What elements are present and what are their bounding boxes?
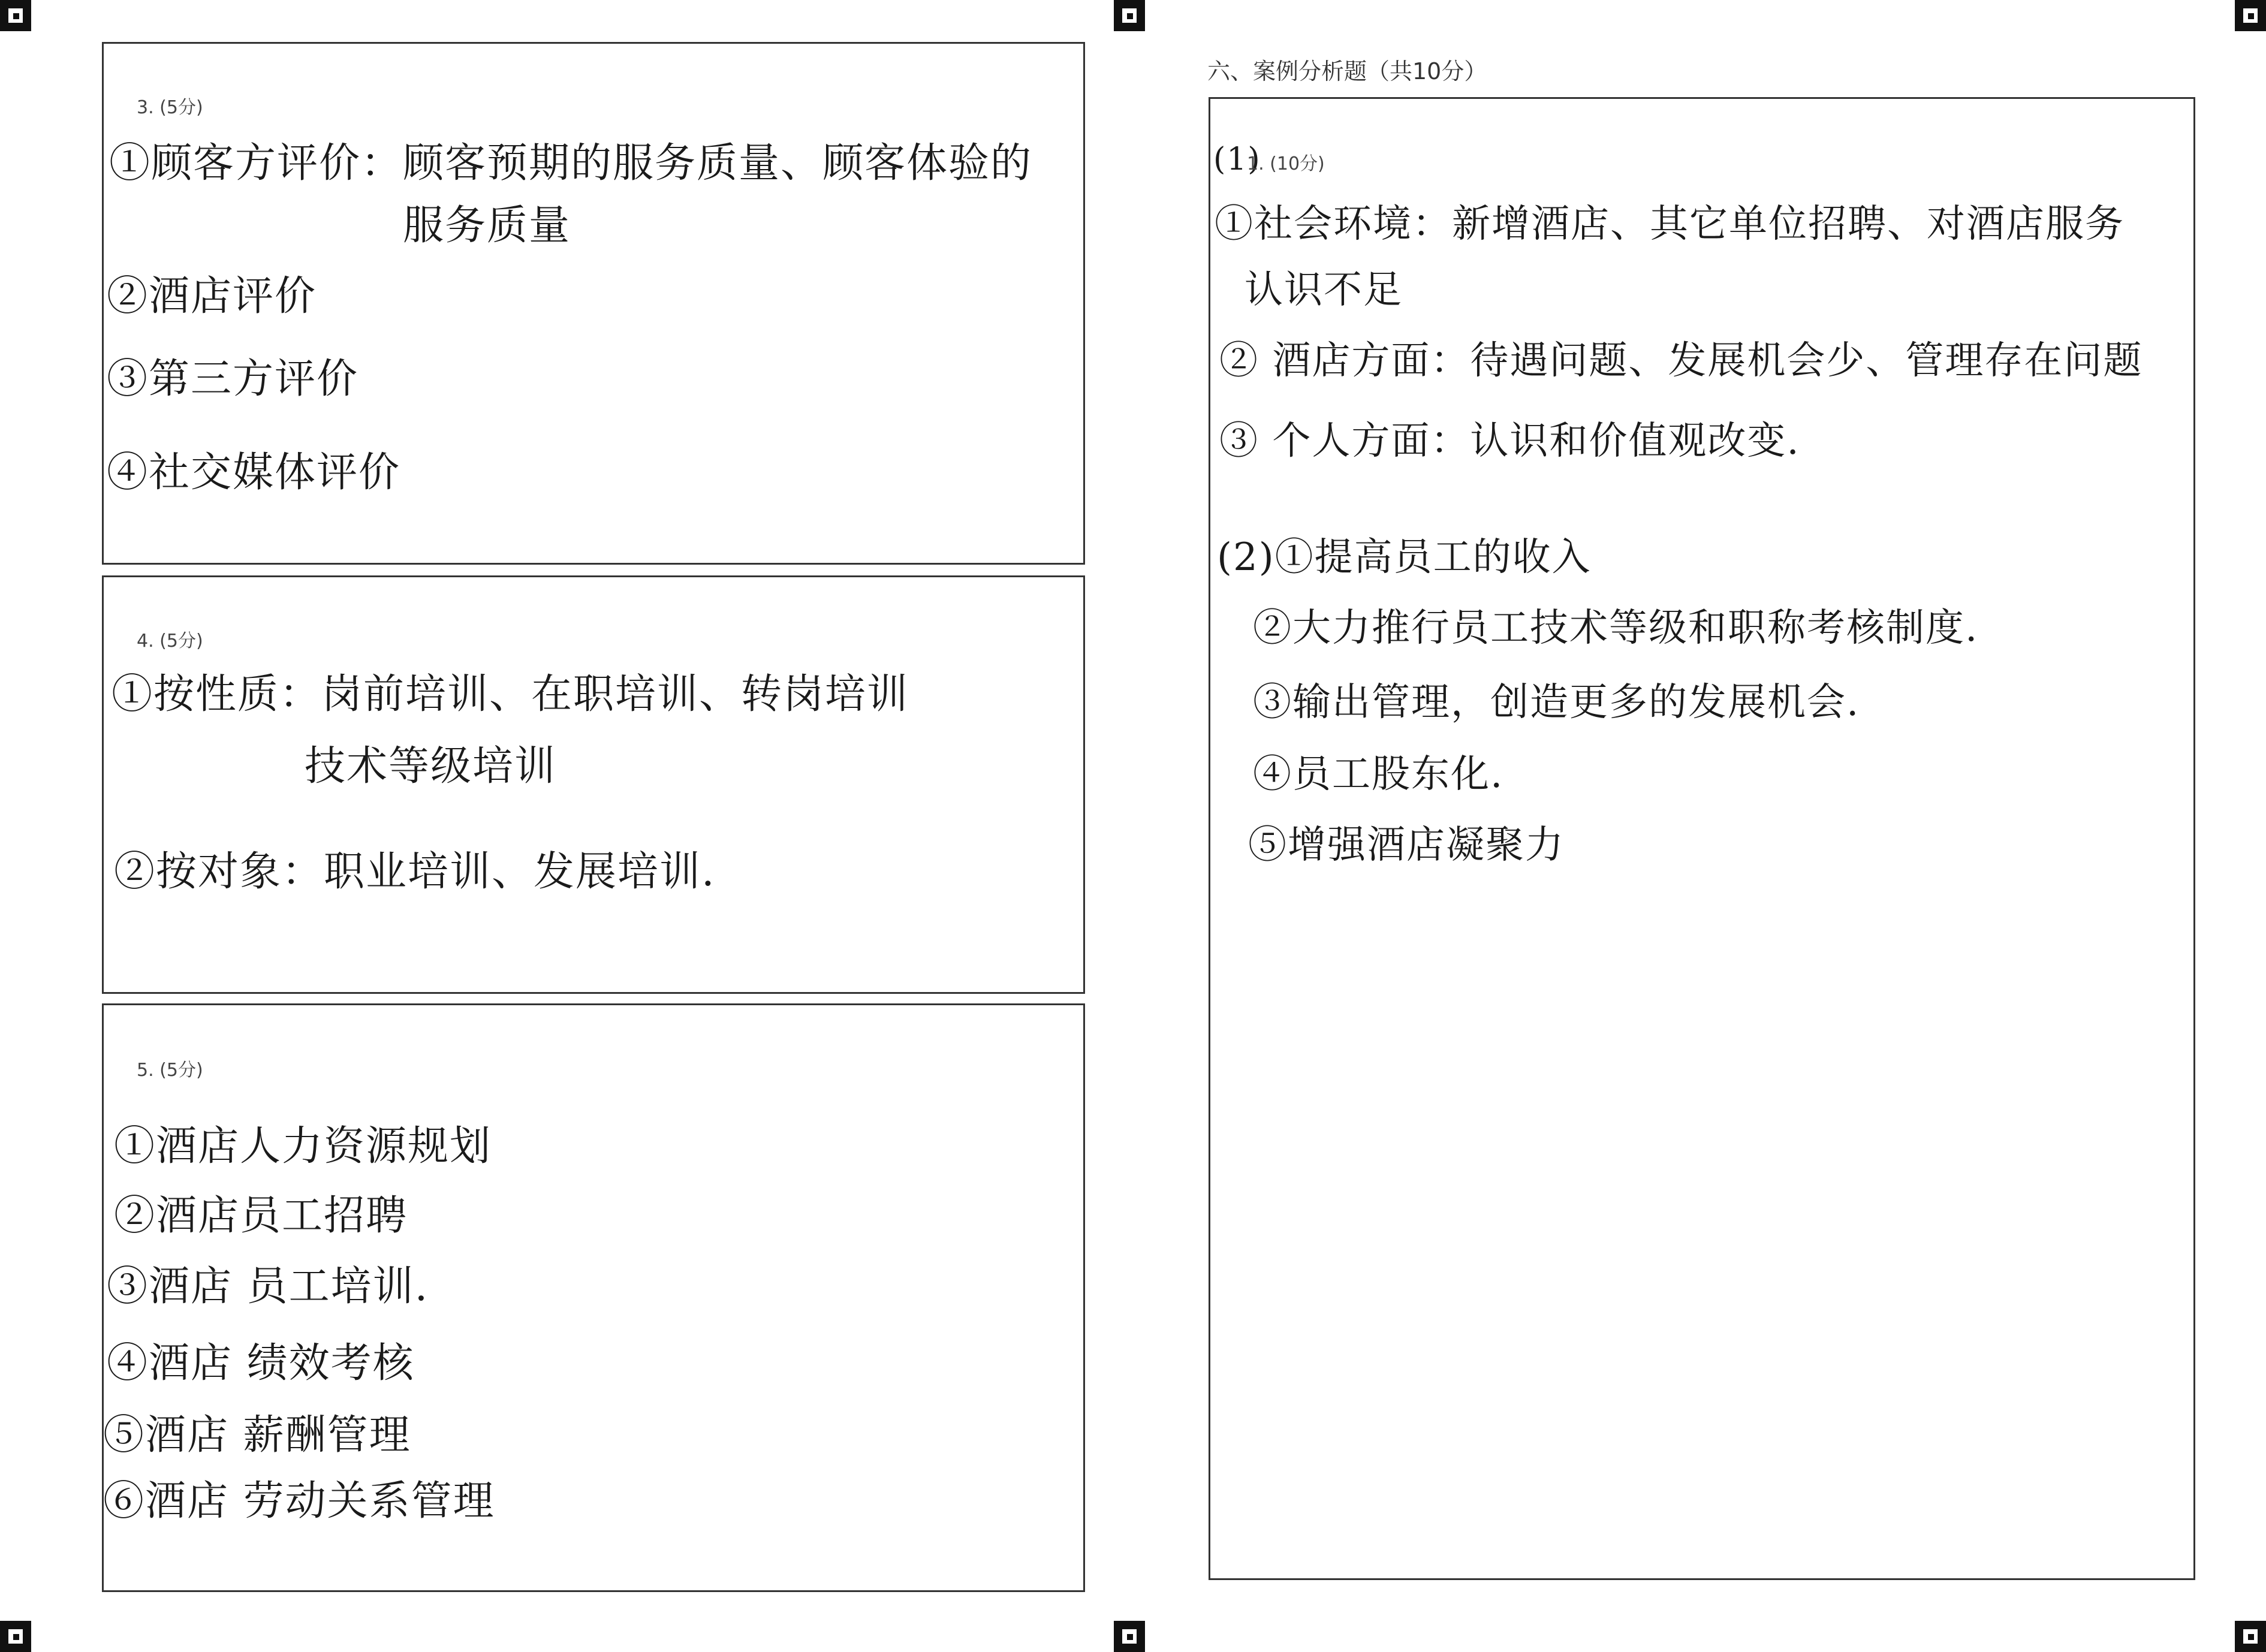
- answer-line: ①酒店人力资源规划: [114, 1123, 492, 1170]
- answer-line: ①顾客方评价：顾客预期的服务质量、顾客体验的: [109, 140, 1033, 187]
- registration-marker-top-left: [0, 0, 31, 31]
- answer-line: ④酒店 绩效考核: [107, 1340, 415, 1387]
- answer-line: ②大力推行员工技术等级和职称考核制度.: [1253, 606, 1979, 650]
- answer-line: ⑥酒店 劳动关系管理: [103, 1478, 495, 1525]
- registration-marker-top-center: [1114, 0, 1145, 31]
- question-label-case1: 1. (10分): [1247, 153, 1325, 174]
- answer-line: ③酒店 员工培训.: [107, 1263, 429, 1310]
- answer-line: ④社交媒体评价: [107, 449, 401, 496]
- answer-line: ③输出管理，创造更多的发展机会.: [1253, 680, 1860, 725]
- answer-line: ①按性质：岗前培训、在职培训、转岗培训: [112, 671, 909, 718]
- answer-line: ⑤酒店 薪酬管理: [103, 1412, 411, 1459]
- answer-line: ②酒店评价: [107, 273, 317, 320]
- answer-line: ⑤增强酒店凝聚力: [1248, 823, 1565, 867]
- question-label-q4: 4. (5分): [137, 631, 203, 652]
- answer-line: 认识不足: [1245, 268, 1403, 312]
- answer-line: 技术等级培训: [305, 743, 557, 790]
- registration-marker-top-right: [2235, 0, 2266, 31]
- answer-box-q4: [102, 575, 1085, 994]
- question-label-q5: 5. (5分): [137, 1060, 203, 1081]
- answer-line: (2)①提高员工的收入: [1217, 535, 1592, 580]
- answer-line: ③第三方评价: [107, 355, 359, 403]
- answer-line: ②按对象：职业培训、发展培训.: [114, 848, 716, 896]
- registration-marker-bottom-center: [1114, 1621, 1145, 1652]
- answer-line: ②酒店员工招聘: [114, 1192, 408, 1240]
- answer-line: ② 酒店方面：待遇问题、发展机会少、管理存在问题: [1219, 339, 2143, 383]
- answer-line: ③ 个人方面：认识和价值观改变.: [1219, 419, 1800, 463]
- part-marker: (1): [1213, 141, 1261, 177]
- answer-line: ④员工股东化.: [1253, 752, 1504, 797]
- section-title: 六、案例分析题（共10分）: [1207, 58, 1487, 85]
- registration-marker-bottom-right: [2235, 1621, 2266, 1652]
- registration-marker-bottom-left: [0, 1621, 31, 1652]
- question-label-q3: 3. (5分): [137, 97, 203, 118]
- answer-line: 服务质量: [403, 202, 571, 249]
- answer-line: ①社会环境：新增酒店、其它单位招聘、对酒店服务: [1215, 202, 2125, 246]
